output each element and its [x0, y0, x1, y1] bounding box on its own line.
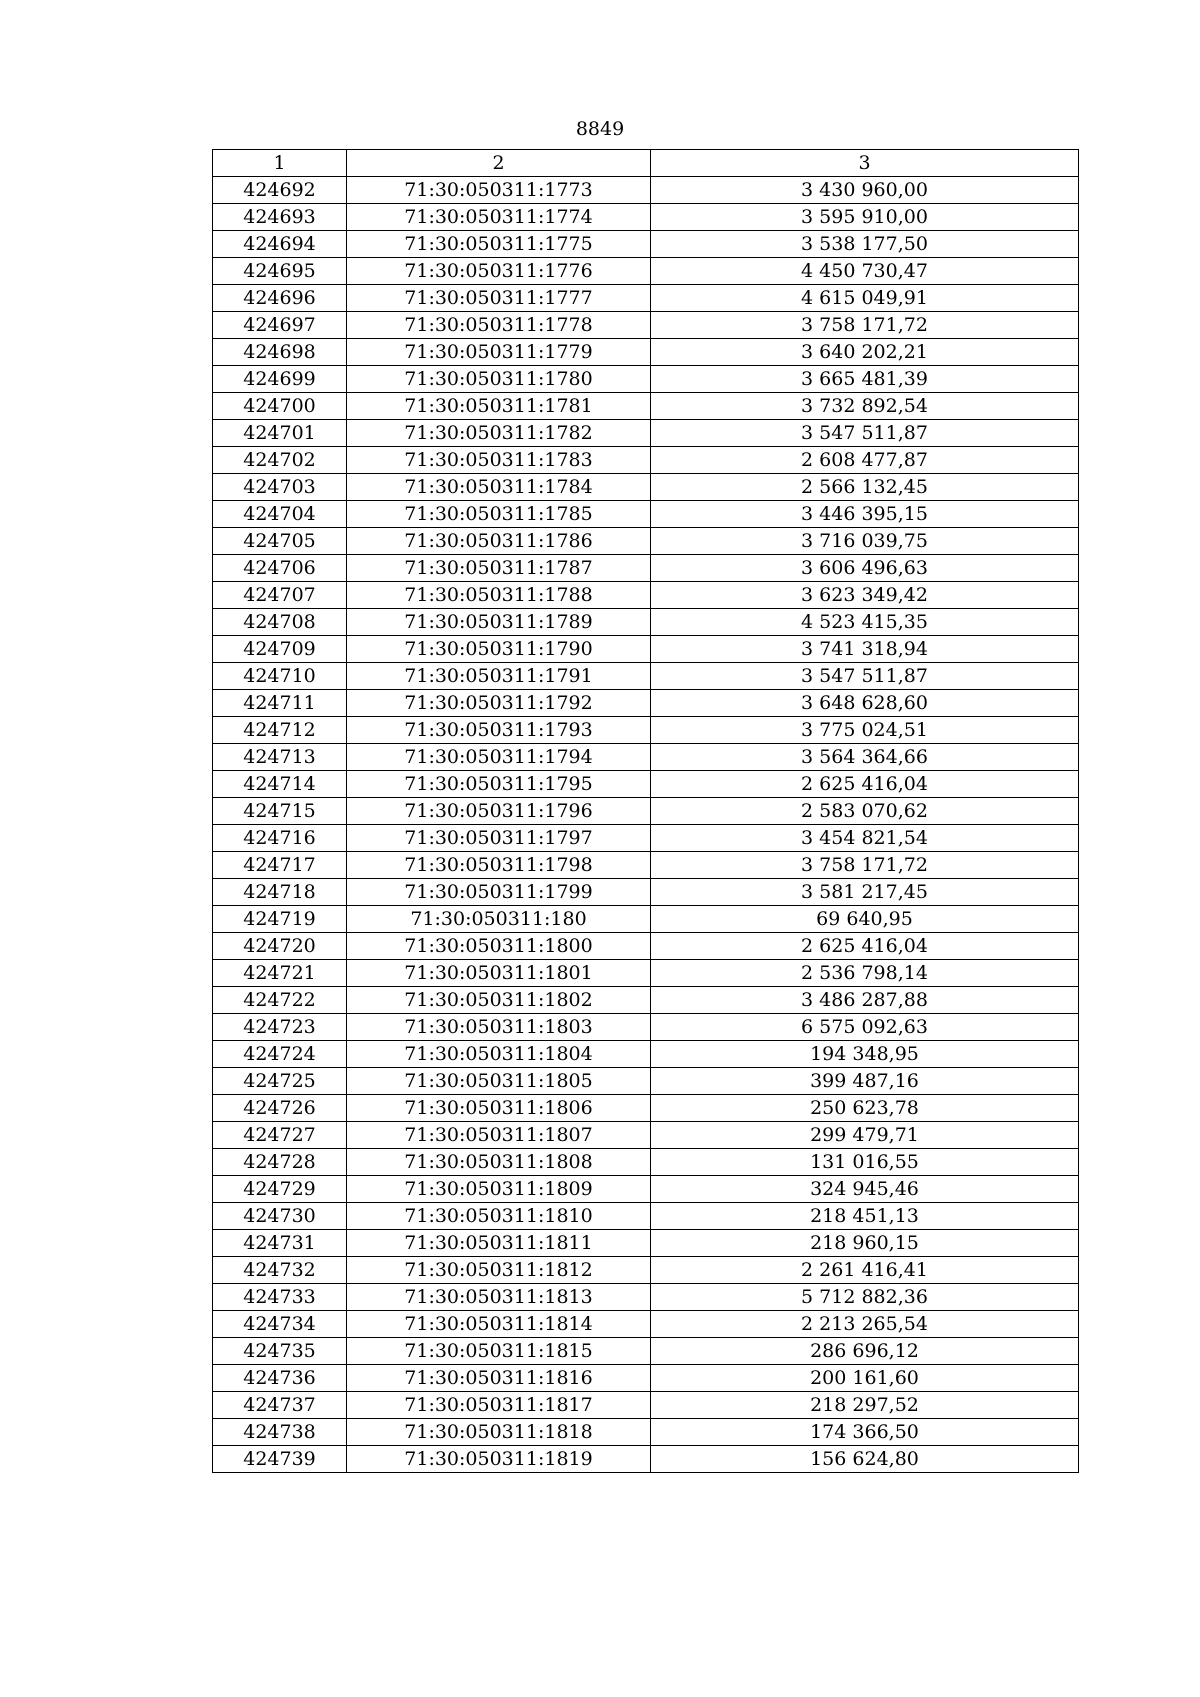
cadastral-value-cell: 3 758 171,72 [651, 852, 1079, 879]
row-number-cell: 424735 [213, 1338, 347, 1365]
row-number-cell: 424728 [213, 1149, 347, 1176]
cadastral-value-cell: 324 945,46 [651, 1176, 1079, 1203]
cadastral-value-cell: 3 430 960,00 [651, 177, 1079, 204]
cadastral-number-cell: 71:30:050311:1784 [347, 474, 651, 501]
table-row [213, 1311, 1079, 1338]
cadastral-number-cell: 71:30:050311:1777 [347, 285, 651, 312]
cadastral-number-cell: 71:30:050311:1802 [347, 987, 651, 1014]
cadastral-value-cell: 3 538 177,50 [651, 231, 1079, 258]
row-number-cell: 424720 [213, 933, 347, 960]
table-row [213, 447, 1079, 474]
table-row [213, 528, 1079, 555]
cadastral-number-cell: 71:30:050311:1801 [347, 960, 651, 987]
table-row [213, 366, 1079, 393]
cadastral-number-cell: 71:30:050311:1811 [347, 1230, 651, 1257]
cadastral-value-cell: 218 960,15 [651, 1230, 1079, 1257]
cadastral-value-cell: 3 547 511,87 [651, 663, 1079, 690]
table-row [213, 1284, 1079, 1311]
row-number-cell: 424712 [213, 717, 347, 744]
cadastral-number-cell: 71:30:050311:1817 [347, 1392, 651, 1419]
cadastral-number-cell: 71:30:050311:1775 [347, 231, 651, 258]
row-number-cell: 424715 [213, 798, 347, 825]
cadastral-value-cell: 3 640 202,21 [651, 339, 1079, 366]
table-row [213, 555, 1079, 582]
row-number-cell: 424718 [213, 879, 347, 906]
row-number-cell: 424738 [213, 1419, 347, 1446]
table-row [213, 690, 1079, 717]
cadastral-value-cell: 4 615 049,91 [651, 285, 1079, 312]
cadastral-value-cell: 5 712 882,36 [651, 1284, 1079, 1311]
table-row [213, 474, 1079, 501]
table-row [213, 1338, 1079, 1365]
table-row [213, 501, 1079, 528]
table-row [213, 1419, 1079, 1446]
row-number-cell: 424704 [213, 501, 347, 528]
cadastral-number-cell: 71:30:050311:1789 [347, 609, 651, 636]
table-row [213, 285, 1079, 312]
cadastral-value-cell: 3 665 481,39 [651, 366, 1079, 393]
row-number-cell: 424719 [213, 906, 347, 933]
cadastral-number-cell: 71:30:050311:1790 [347, 636, 651, 663]
cadastral-number-cell: 71:30:050311:1776 [347, 258, 651, 285]
table-row [213, 231, 1079, 258]
cadastral-number-cell: 71:30:050311:1773 [347, 177, 651, 204]
cadastral-value-cell: 2 583 070,62 [651, 798, 1079, 825]
cadastral-number-cell: 71:30:050311:1797 [347, 825, 651, 852]
table-row [213, 987, 1079, 1014]
row-number-cell: 424732 [213, 1257, 347, 1284]
cadastral-value-cell: 3 595 910,00 [651, 204, 1079, 231]
cadastral-number-cell: 71:30:050311:1800 [347, 933, 651, 960]
row-number-cell: 424701 [213, 420, 347, 447]
cadastral-value-cell: 3 623 349,42 [651, 582, 1079, 609]
cadastral-value-cell: 131 016,55 [651, 1149, 1079, 1176]
row-number-cell: 424709 [213, 636, 347, 663]
cadastral-value-cell: 2 566 132,45 [651, 474, 1079, 501]
row-number-cell: 424725 [213, 1068, 347, 1095]
cadastral-number-cell: 71:30:050311:1786 [347, 528, 651, 555]
row-number-cell: 424710 [213, 663, 347, 690]
row-number-cell: 424692 [213, 177, 347, 204]
cadastral-number-cell: 71:30:050311:1806 [347, 1095, 651, 1122]
row-number-cell: 424707 [213, 582, 347, 609]
cadastral-number-cell: 71:30:050311:1788 [347, 582, 651, 609]
row-number-cell: 424733 [213, 1284, 347, 1311]
cadastral-number-cell: 71:30:050311:1785 [347, 501, 651, 528]
cadastral-value-cell: 6 575 092,63 [651, 1014, 1079, 1041]
row-number-cell: 424717 [213, 852, 347, 879]
table-row [213, 177, 1079, 204]
cadastral-value-cell: 3 486 287,88 [651, 987, 1079, 1014]
row-number-cell: 424697 [213, 312, 347, 339]
cadastral-number-cell: 71:30:050311:1814 [347, 1311, 651, 1338]
cadastral-value-cell: 4 450 730,47 [651, 258, 1079, 285]
table-row [213, 744, 1079, 771]
table-row [213, 1203, 1079, 1230]
row-number-cell: 424731 [213, 1230, 347, 1257]
table-row [213, 609, 1079, 636]
cadastral-number-cell: 71:30:050311:1793 [347, 717, 651, 744]
table-row [213, 879, 1079, 906]
table-row [213, 204, 1079, 231]
row-number-cell: 424730 [213, 1203, 347, 1230]
cadastral-number-cell: 71:30:050311:1808 [347, 1149, 651, 1176]
row-number-cell: 424702 [213, 447, 347, 474]
row-number-cell: 424722 [213, 987, 347, 1014]
table-row [213, 636, 1079, 663]
cadastral-value-cell: 286 696,12 [651, 1338, 1079, 1365]
column-header-1: 1 [213, 150, 347, 177]
cadastral-number-cell: 71:30:050311:1787 [347, 555, 651, 582]
row-number-cell: 424714 [213, 771, 347, 798]
table-row [213, 1041, 1079, 1068]
cadastral-value-cell: 2 625 416,04 [651, 933, 1079, 960]
cadastral-number-cell: 71:30:050311:180 [347, 906, 651, 933]
row-number-cell: 424705 [213, 528, 347, 555]
cadastral-number-cell: 71:30:050311:1805 [347, 1068, 651, 1095]
table-row [213, 798, 1079, 825]
table-row [213, 1068, 1079, 1095]
row-number-cell: 424703 [213, 474, 347, 501]
cadastral-number-cell: 71:30:050311:1816 [347, 1365, 651, 1392]
cadastral-value-cell: 3 446 395,15 [651, 501, 1079, 528]
table-row [213, 1095, 1079, 1122]
table-row [213, 1365, 1079, 1392]
cadastral-value-cell: 194 348,95 [651, 1041, 1079, 1068]
cadastral-number-cell: 71:30:050311:1792 [347, 690, 651, 717]
cadastral-number-cell: 71:30:050311:1799 [347, 879, 651, 906]
row-number-cell: 424726 [213, 1095, 347, 1122]
cadastral-value-cell: 250 623,78 [651, 1095, 1079, 1122]
row-number-cell: 424721 [213, 960, 347, 987]
table-row [213, 906, 1079, 933]
cadastral-value-table [212, 149, 1079, 1473]
cadastral-value-cell: 3 581 217,45 [651, 879, 1079, 906]
cadastral-value-cell: 3 758 171,72 [651, 312, 1079, 339]
row-number-cell: 424699 [213, 366, 347, 393]
cadastral-value-cell: 156 624,80 [651, 1446, 1079, 1473]
table-row [213, 1014, 1079, 1041]
table-row [213, 393, 1079, 420]
cadastral-number-cell: 71:30:050311:1812 [347, 1257, 651, 1284]
table-row [213, 339, 1079, 366]
cadastral-number-cell: 71:30:050311:1781 [347, 393, 651, 420]
cadastral-value-cell: 299 479,71 [651, 1122, 1079, 1149]
table-header-row [213, 150, 1079, 177]
table-row [213, 1149, 1079, 1176]
row-number-cell: 424700 [213, 393, 347, 420]
row-number-cell: 424727 [213, 1122, 347, 1149]
table-row [213, 582, 1079, 609]
cadastral-number-cell: 71:30:050311:1804 [347, 1041, 651, 1068]
row-number-cell: 424696 [213, 285, 347, 312]
cadastral-number-cell: 71:30:050311:1778 [347, 312, 651, 339]
cadastral-value-cell: 3 606 496,63 [651, 555, 1079, 582]
cadastral-value-cell: 3 716 039,75 [651, 528, 1079, 555]
table-row [213, 663, 1079, 690]
cadastral-value-cell: 2 213 265,54 [651, 1311, 1079, 1338]
cadastral-value-cell: 3 564 364,66 [651, 744, 1079, 771]
cadastral-value-cell: 3 775 024,51 [651, 717, 1079, 744]
cadastral-number-cell: 71:30:050311:1815 [347, 1338, 651, 1365]
cadastral-number-cell: 71:30:050311:1796 [347, 798, 651, 825]
cadastral-value-cell: 399 487,16 [651, 1068, 1079, 1095]
row-number-cell: 424698 [213, 339, 347, 366]
cadastral-value-cell: 2 261 416,41 [651, 1257, 1079, 1284]
cadastral-number-cell: 71:30:050311:1813 [347, 1284, 651, 1311]
cadastral-number-cell: 71:30:050311:1810 [347, 1203, 651, 1230]
cadastral-number-cell: 71:30:050311:1819 [347, 1446, 651, 1473]
cadastral-value-cell: 2 625 416,04 [651, 771, 1079, 798]
cadastral-number-cell: 71:30:050311:1809 [347, 1176, 651, 1203]
table-row [213, 1257, 1079, 1284]
cadastral-number-cell: 71:30:050311:1807 [347, 1122, 651, 1149]
cadastral-value-cell: 3 547 511,87 [651, 420, 1079, 447]
row-number-cell: 424729 [213, 1176, 347, 1203]
table-row [213, 771, 1079, 798]
cadastral-number-cell: 71:30:050311:1794 [347, 744, 651, 771]
row-number-cell: 424737 [213, 1392, 347, 1419]
cadastral-number-cell: 71:30:050311:1780 [347, 366, 651, 393]
row-number-cell: 424711 [213, 690, 347, 717]
cadastral-value-cell: 200 161,60 [651, 1365, 1079, 1392]
cadastral-number-cell: 71:30:050311:1774 [347, 204, 651, 231]
row-number-cell: 424706 [213, 555, 347, 582]
cadastral-value-cell: 2 608 477,87 [651, 447, 1079, 474]
cadastral-number-cell: 71:30:050311:1798 [347, 852, 651, 879]
table-row [213, 1230, 1079, 1257]
cadastral-value-cell: 4 523 415,35 [651, 609, 1079, 636]
row-number-cell: 424739 [213, 1446, 347, 1473]
cadastral-number-cell: 71:30:050311:1779 [347, 339, 651, 366]
table-row [213, 1392, 1079, 1419]
row-number-cell: 424716 [213, 825, 347, 852]
table-row [213, 960, 1079, 987]
page-number: 8849 [575, 118, 625, 140]
cadastral-number-cell: 71:30:050311:1782 [347, 420, 651, 447]
cadastral-number-cell: 71:30:050311:1791 [347, 663, 651, 690]
table-row [213, 1176, 1079, 1203]
cadastral-value-cell: 218 297,52 [651, 1392, 1079, 1419]
table-row [213, 717, 1079, 744]
table-row [213, 420, 1079, 447]
table-body [213, 177, 1079, 1473]
row-number-cell: 424723 [213, 1014, 347, 1041]
row-number-cell: 424736 [213, 1365, 347, 1392]
column-header-3: 3 [651, 150, 1079, 177]
cadastral-value-cell: 3 732 892,54 [651, 393, 1079, 420]
cadastral-value-cell: 2 536 798,14 [651, 960, 1079, 987]
cadastral-value-cell: 218 451,13 [651, 1203, 1079, 1230]
cadastral-value-cell: 3 741 318,94 [651, 636, 1079, 663]
cadastral-value-cell: 174 366,50 [651, 1419, 1079, 1446]
row-number-cell: 424694 [213, 231, 347, 258]
cadastral-value-cell: 3 454 821,54 [651, 825, 1079, 852]
row-number-cell: 424724 [213, 1041, 347, 1068]
table-row [213, 825, 1079, 852]
cadastral-value-cell: 3 648 628,60 [651, 690, 1079, 717]
cadastral-number-cell: 71:30:050311:1818 [347, 1419, 651, 1446]
row-number-cell: 424693 [213, 204, 347, 231]
cadastral-number-cell: 71:30:050311:1795 [347, 771, 651, 798]
table-row [213, 312, 1079, 339]
column-header-2: 2 [347, 150, 651, 177]
table-row [213, 852, 1079, 879]
table-row [213, 1446, 1079, 1473]
cadastral-number-cell: 71:30:050311:1803 [347, 1014, 651, 1041]
row-number-cell: 424708 [213, 609, 347, 636]
table-row [213, 258, 1079, 285]
row-number-cell: 424713 [213, 744, 347, 771]
table-row [213, 1122, 1079, 1149]
row-number-cell: 424695 [213, 258, 347, 285]
table-row [213, 933, 1079, 960]
cadastral-value-cell: 69 640,95 [651, 906, 1079, 933]
cadastral-number-cell: 71:30:050311:1783 [347, 447, 651, 474]
row-number-cell: 424734 [213, 1311, 347, 1338]
